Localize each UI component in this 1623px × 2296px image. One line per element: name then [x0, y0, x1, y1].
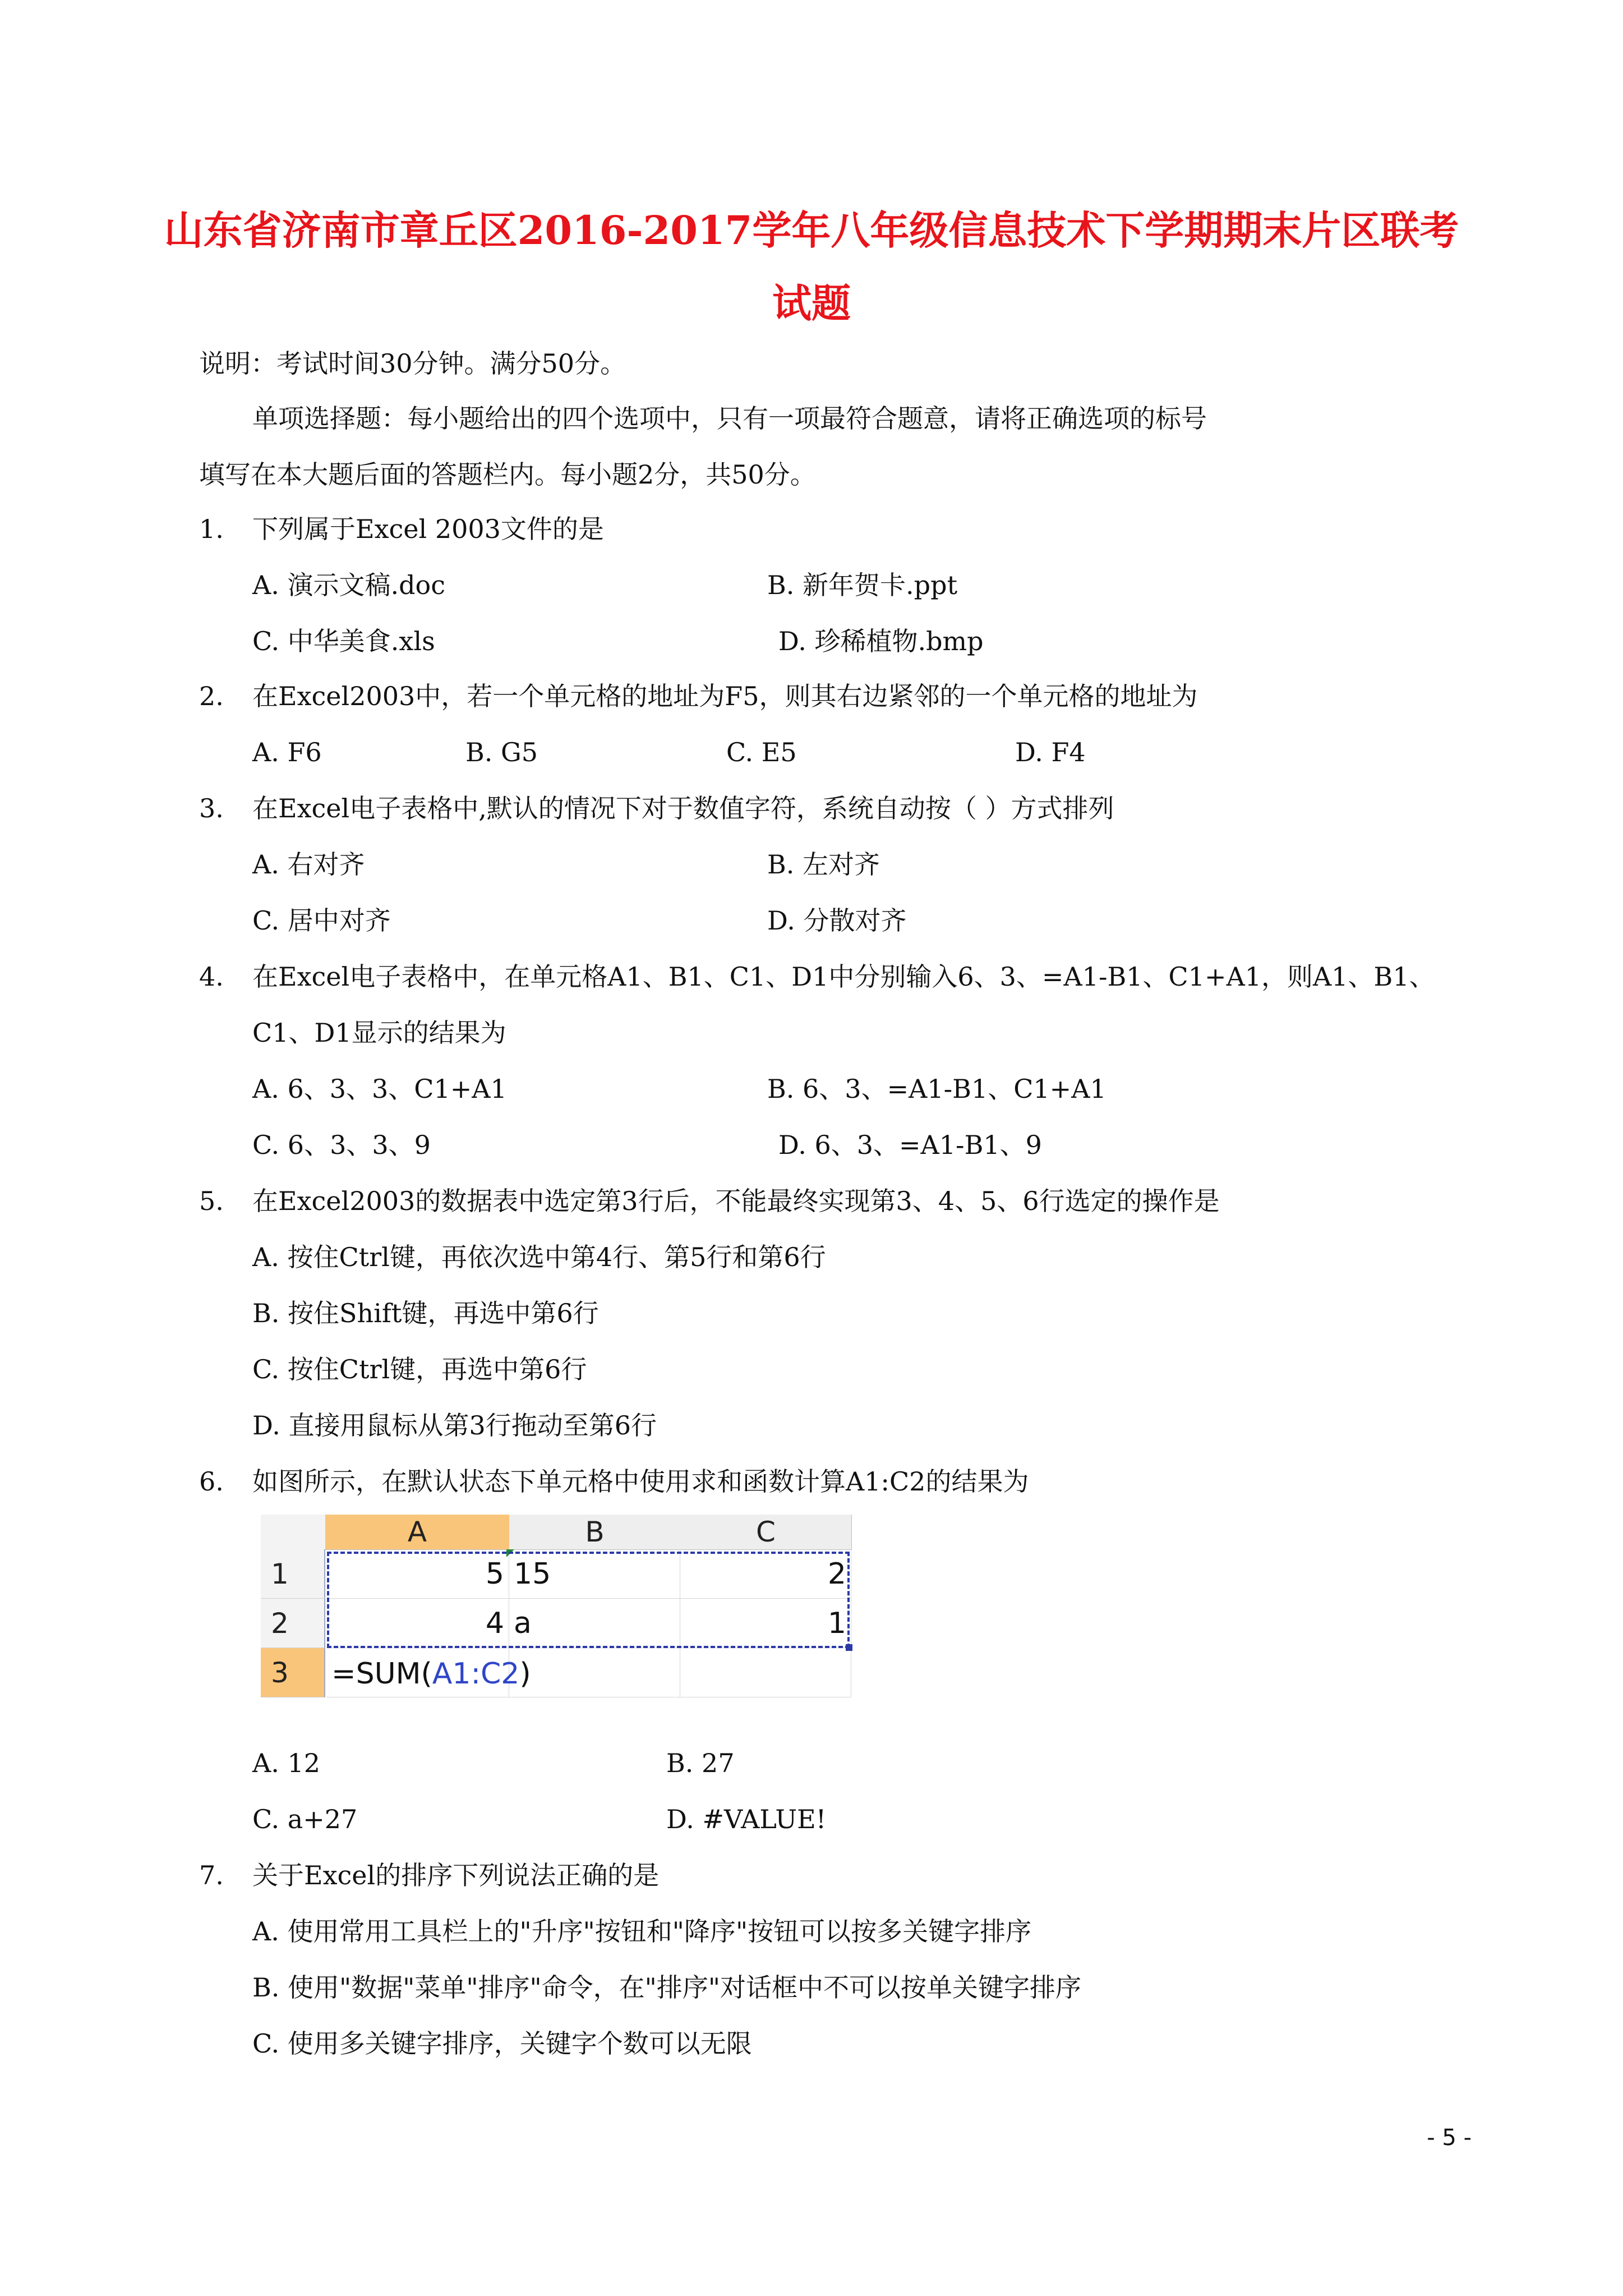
cell-c2: 1	[680, 1599, 851, 1648]
row-header-3: 3	[261, 1648, 325, 1697]
formula-suffix: )	[519, 1657, 531, 1691]
cell-a1: 5	[326, 1549, 509, 1599]
column-header-b: B	[509, 1515, 681, 1550]
question-stem: 在Excel2003的数据表中选定第3行后，不能最终实现第3、4、5、6行选定的操作是	[252, 1186, 1220, 1216]
option-a: A. 使用常用工具栏上的"升序"按钮和"降序"按钮可以按多关键字排序	[252, 1916, 1032, 1947]
page-number: - 5 -	[1427, 2125, 1472, 2151]
spreadsheet-figure	[261, 1515, 895, 1700]
instruction-line-1: 单项选择题：每小题给出的四个选项中，只有一项最符合题意，请将正确选项的标号	[252, 403, 1207, 434]
question-stem: 在Excel电子表格中,默认的情况下对于数值字符，系统自动按（ ）方式排列	[252, 793, 1114, 823]
cell-c3	[680, 1648, 851, 1697]
formula-prefix: =SUM(	[331, 1657, 432, 1691]
option-b: B. G5	[465, 737, 538, 767]
option-b: B. 使用"数据"菜单"排序"命令，在"排序"对话框中不可以按单关键字排序	[252, 1972, 1081, 2003]
option-d: D. 直接用鼠标从第3行拖动至第6行	[252, 1410, 657, 1441]
question-number: 4.	[199, 961, 224, 992]
question-stem: 关于Excel的排序下列说法正确的是	[252, 1860, 660, 1890]
question-stem: 下列属于Excel 2003文件的是	[252, 514, 604, 544]
option-c: C. E5	[726, 737, 797, 767]
option-c: C. a+27	[252, 1804, 358, 1834]
question-stem: 在Excel电子表格中，在单元格A1、B1、C1、D1中分别输入6、3、=A1-B1、C1+A1，则A1、B1、	[252, 961, 1435, 992]
question-number: 3.	[199, 793, 224, 823]
exam-note: 说明：考试时间30分钟。满分50分。	[199, 348, 626, 379]
option-c: C. 使用多关键字排序，关键字个数可以无限	[252, 2028, 752, 2059]
cell-c1: 2	[680, 1549, 851, 1599]
option-d: D. 珍稀植物.bmp	[778, 626, 984, 656]
question-number: 5.	[199, 1186, 224, 1216]
option-d: D. 6、3、=A1-B1、9	[778, 1130, 1042, 1160]
question-number: 2.	[199, 681, 224, 711]
option-a: A. F6	[252, 737, 322, 767]
option-a: A. 6、3、3、C1+A1	[252, 1074, 507, 1104]
page-title-line2: 试题	[772, 280, 851, 326]
option-a: A. 按住Ctrl键，再依次选中第4行、第5行和第6行	[252, 1242, 826, 1272]
column-header-a: A	[325, 1515, 510, 1550]
option-d: D. #VALUE!	[666, 1804, 827, 1834]
cell-b3	[509, 1648, 680, 1697]
option-c: C. 6、3、3、9	[252, 1130, 431, 1160]
option-b: B. 27	[666, 1748, 735, 1778]
question-number: 7.	[199, 1860, 224, 1890]
selection-marquee	[327, 1552, 850, 1648]
option-d: D. 分散对齐	[767, 905, 907, 936]
formula-range: A1:C2	[432, 1657, 520, 1691]
row-header-2: 2	[261, 1599, 325, 1648]
question-number: 1.	[199, 514, 224, 544]
question-stem-cont: C1、D1显示的结果为	[252, 1018, 506, 1048]
question-number: 6.	[199, 1466, 224, 1497]
option-b: B. 新年贺卡.ppt	[767, 570, 958, 600]
formula-cell-a3	[328, 1649, 531, 1699]
fill-handle	[846, 1644, 852, 1651]
cell-b2: a	[509, 1599, 680, 1648]
sheet-corner	[261, 1515, 326, 1550]
cell-b1: 15	[509, 1549, 680, 1599]
option-a: A. 右对齐	[252, 849, 365, 880]
page-title: 山东省济南市章丘区2016-2017学年八年级信息技术下学期期末片区联考	[164, 207, 1459, 254]
option-c: C. 中华美食.xls	[252, 626, 435, 656]
cell-a2: 4	[326, 1599, 509, 1648]
option-b: B. 6、3、=A1-B1、C1+A1	[767, 1074, 1106, 1104]
option-c: C. 按住Ctrl键，再选中第6行	[252, 1354, 587, 1384]
option-b: B. 左对齐	[767, 849, 880, 880]
option-a: A. 12	[252, 1748, 320, 1778]
row-header-1: 1	[261, 1549, 325, 1599]
instruction-line-2: 填写在本大题后面的答题栏内。每小题2分，共50分。	[199, 459, 816, 490]
option-d: D. F4	[1015, 737, 1086, 767]
question-stem: 如图所示，在默认状态下单元格中使用求和函数计算A1:C2的结果为	[252, 1466, 1029, 1497]
question-stem: 在Excel2003中，若一个单元格的地址为F5，则其右边紧邻的一个单元格的地址为	[252, 681, 1198, 711]
option-a: A. 演示文稿.doc	[252, 570, 445, 600]
option-c: C. 居中对齐	[252, 905, 391, 936]
column-header-c: C	[680, 1515, 852, 1550]
option-b: B. 按住Shift键，再选中第6行	[252, 1298, 599, 1328]
